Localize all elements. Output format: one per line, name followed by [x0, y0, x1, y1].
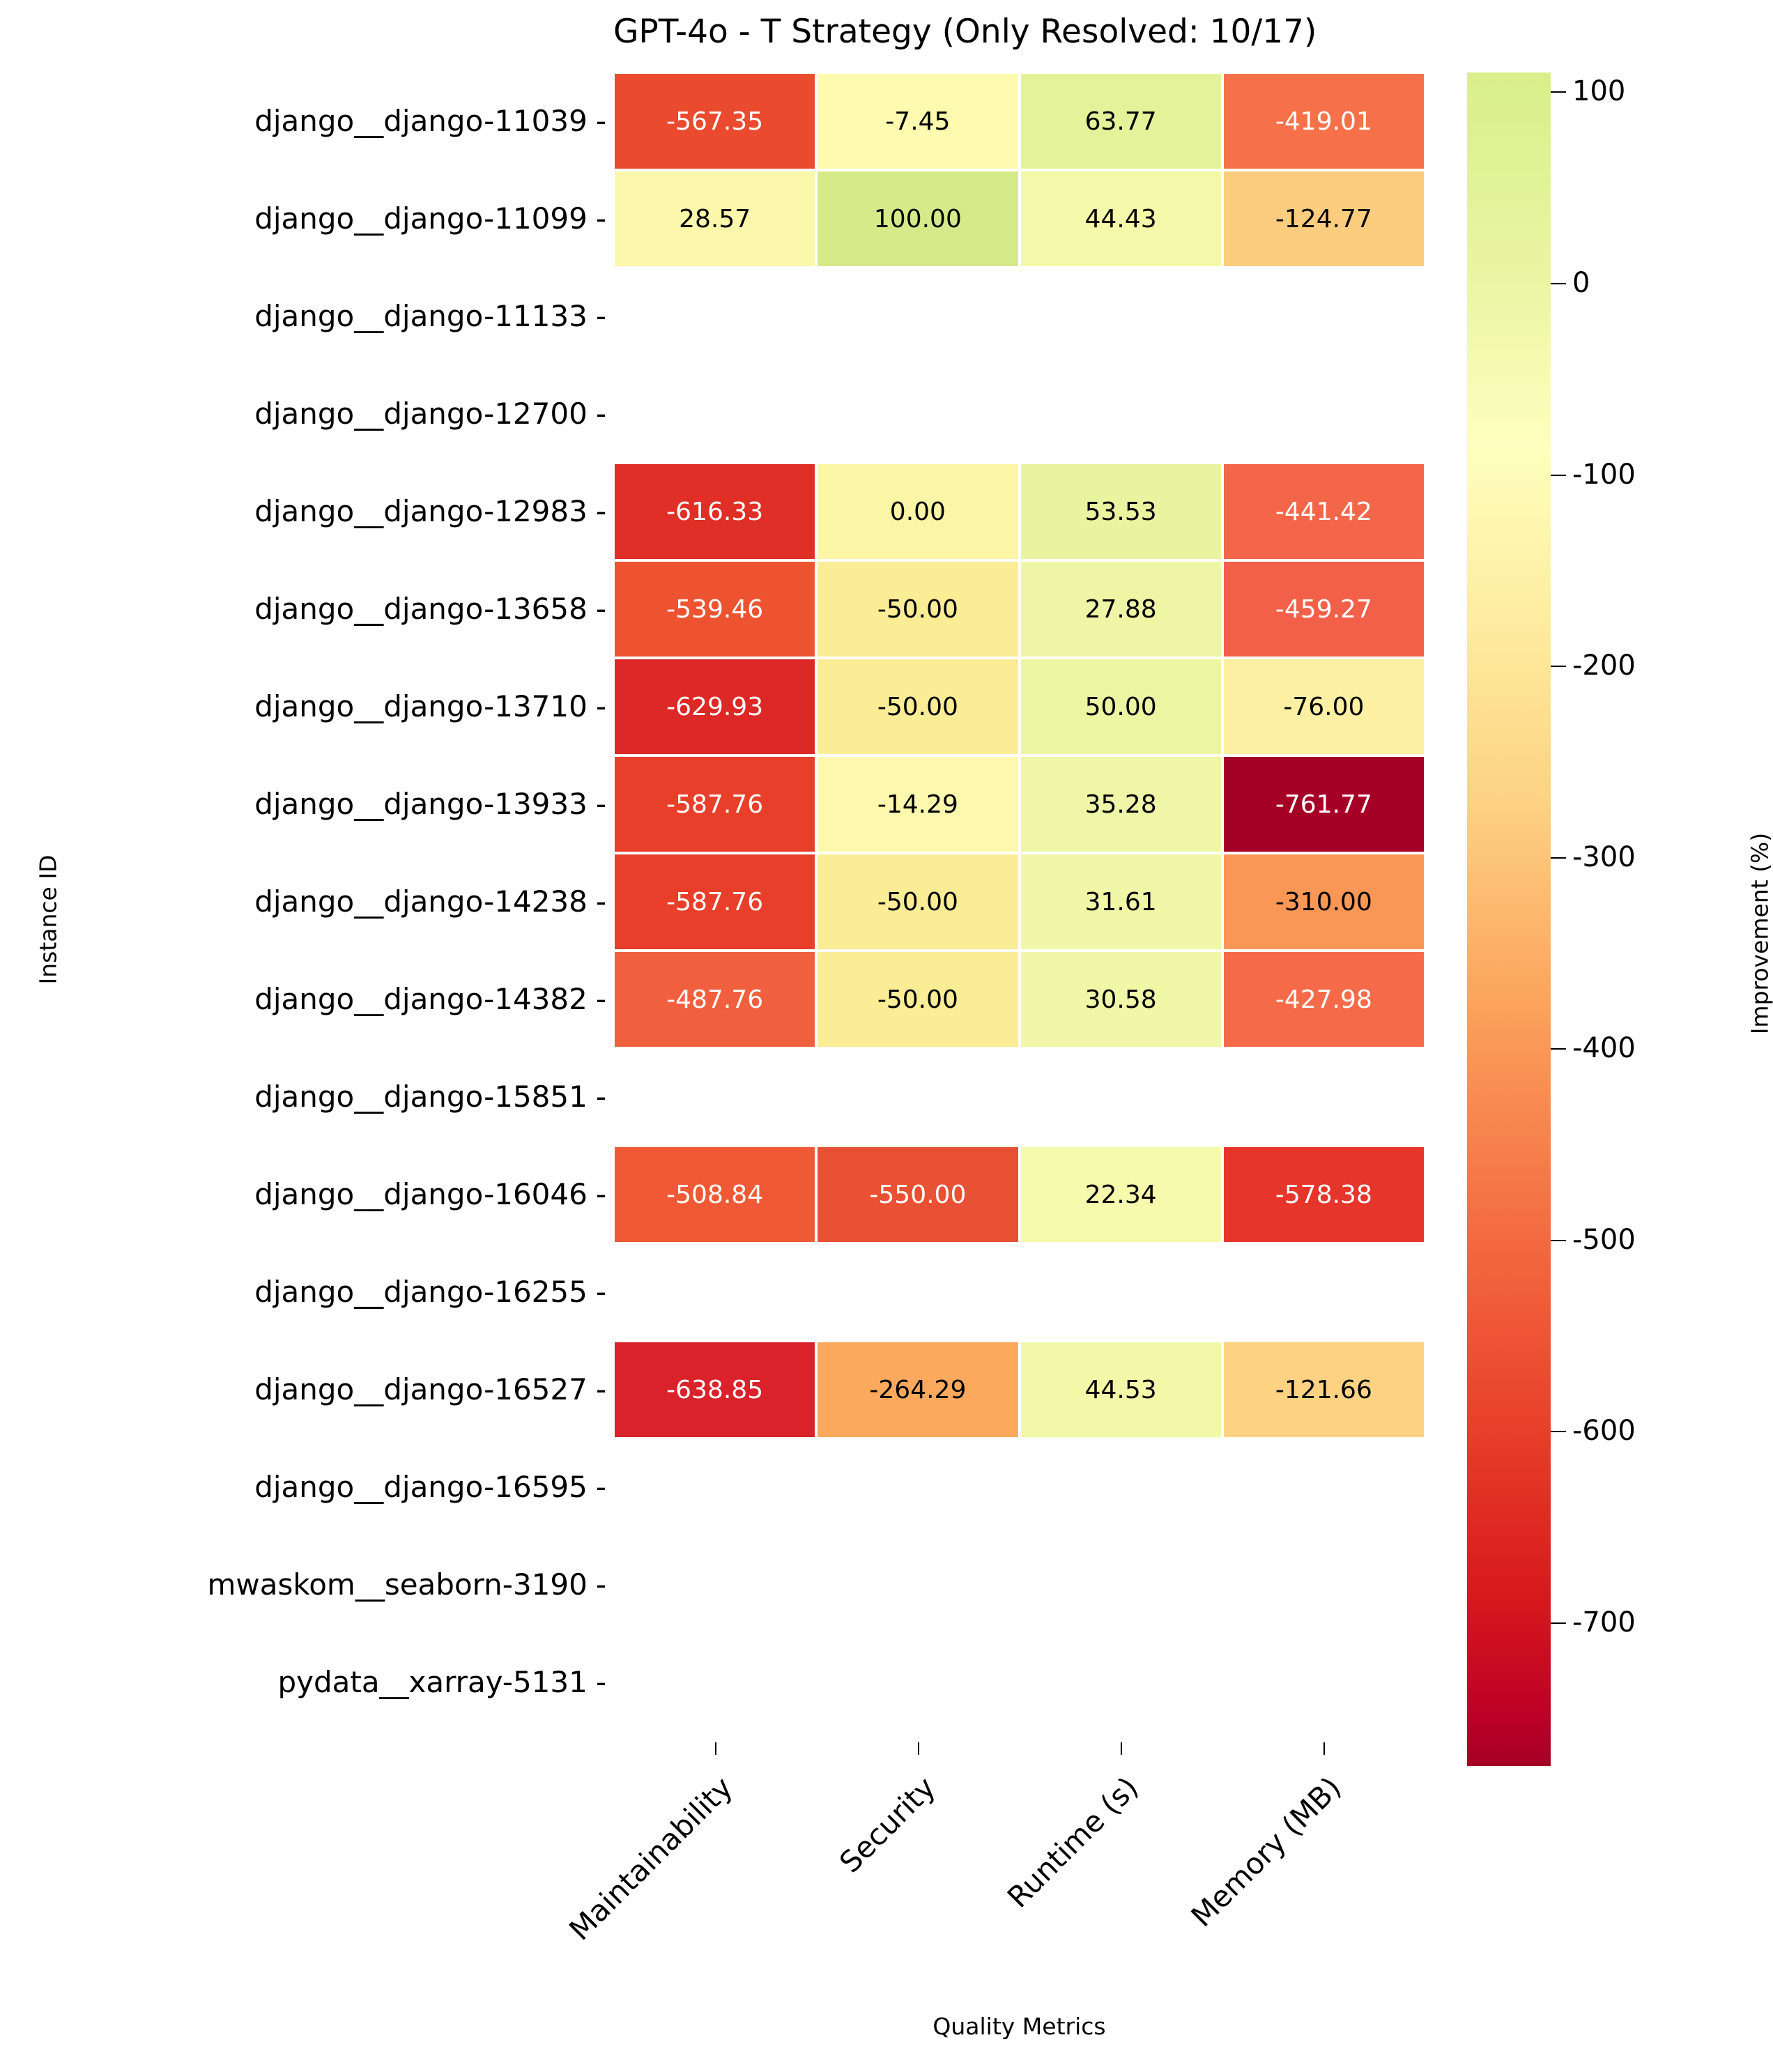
heatmap-cell: 22.34	[1020, 1146, 1222, 1243]
heatmap-cell: -550.00	[816, 1146, 1019, 1243]
heatmap-cell: -459.27	[1222, 560, 1425, 658]
colorbar-tick-label: -500	[1572, 1223, 1636, 1256]
colorbar-tick-label: -300	[1572, 841, 1636, 873]
colorbar-tick-label: -600	[1572, 1415, 1636, 1448]
heatmap-cell: -587.76	[613, 755, 816, 853]
heatmap-cell: -14.29	[816, 755, 1019, 853]
colorbar-tick-mark	[1551, 283, 1566, 284]
y-tick-label: django__django-15851 -	[254, 1080, 606, 1114]
heatmap-cell: 31.61	[1020, 853, 1222, 951]
colorbar-tick-mark	[1551, 1431, 1566, 1432]
heatmap-cell: -578.38	[1222, 1146, 1425, 1243]
heatmap-cell: 28.57	[613, 170, 816, 268]
y-tick-label: django__django-11099 -	[254, 201, 606, 236]
y-tick-label: django__django-12983 -	[254, 494, 606, 528]
heatmap-cell: -427.98	[1222, 951, 1425, 1048]
heatmap-cell: -7.45	[816, 72, 1019, 170]
heatmap-cell: -508.84	[613, 1146, 816, 1243]
colorbar-tick-label: 100	[1572, 75, 1626, 108]
y-tick-label: django__django-11133 -	[254, 299, 606, 333]
x-tick-label: Security	[832, 1770, 942, 1880]
y-tick-label: django__django-13710 -	[254, 689, 606, 723]
y-tick-label: pydata__xarray-5131 -	[277, 1665, 606, 1699]
x-tick-label: Runtime (s)	[1000, 1770, 1145, 1914]
colorbar-tick-mark	[1551, 91, 1566, 93]
y-tick-label: mwaskom__seaborn-3190 -	[207, 1567, 606, 1602]
heatmap-cell: -50.00	[816, 560, 1019, 658]
colorbar-tick-mark	[1551, 475, 1566, 476]
heatmap-cell: -487.76	[613, 951, 816, 1048]
colorbar-tick-mark	[1551, 666, 1566, 667]
heatmap-cell: -638.85	[613, 1341, 816, 1438]
heatmap-cell: 63.77	[1020, 72, 1222, 170]
heatmap-cell: 100.00	[816, 170, 1019, 268]
colorbar-tick-mark	[1551, 1622, 1566, 1624]
heatmap-cell: -310.00	[1222, 853, 1425, 951]
y-tick-label: django__django-16046 -	[254, 1177, 606, 1211]
heatmap-cell: 44.53	[1020, 1341, 1222, 1438]
heatmap-cell: 30.58	[1020, 951, 1222, 1048]
y-tick-label: django__django-12700 -	[254, 397, 606, 431]
heatmap-cell: -539.46	[613, 560, 816, 658]
heatmap-cell: 50.00	[1020, 658, 1222, 755]
heatmap-cell: -124.77	[1222, 170, 1425, 268]
colorbar-tick-mark	[1551, 1240, 1566, 1241]
colorbar-tick-label: -400	[1572, 1032, 1636, 1065]
y-tick-label: django__django-13933 -	[254, 787, 606, 821]
heatmap-cell: 53.53	[1020, 463, 1222, 560]
y-tick-label: django__django-13658 -	[254, 592, 606, 626]
heatmap-cell: -50.00	[816, 658, 1019, 755]
x-tick-label: Maintainability	[562, 1770, 739, 1947]
y-tick-label: django__django-14382 -	[254, 982, 606, 1016]
colorbar-tick-label: 0	[1572, 267, 1590, 300]
y-tick-label: django__django-14238 -	[254, 884, 606, 919]
heatmap-cell: 0.00	[816, 463, 1019, 560]
heatmap-cell: 27.88	[1020, 560, 1222, 658]
page-title: GPT-4o - T Strategy (Only Resolved: 10/17)	[613, 13, 1317, 51]
heatmap-cell: -121.66	[1222, 1341, 1425, 1438]
heatmap-cell: 44.43	[1020, 170, 1222, 268]
x-axis-label: Quality Metrics	[932, 2013, 1106, 2040]
colorbar-tick-mark	[1551, 1048, 1566, 1050]
heatmap-cell: -50.00	[816, 951, 1019, 1048]
heatmap-cell: -419.01	[1222, 72, 1425, 170]
heatmap-cell: -616.33	[613, 463, 816, 560]
heatmap-cell: 35.28	[1020, 755, 1222, 853]
heatmap-cell: -761.77	[1222, 755, 1425, 853]
heatmap-cell: -587.76	[613, 853, 816, 951]
heatmap-cell: -76.00	[1222, 658, 1425, 755]
heatmap-cell: -567.35	[613, 72, 816, 170]
y-tick-label: django__django-11039 -	[254, 104, 606, 138]
heatmap-cell: -50.00	[816, 853, 1019, 951]
colorbar-tick-label: -100	[1572, 458, 1636, 491]
colorbar-label: Improvement (%)	[1746, 832, 1773, 1035]
colorbar-tick-mark	[1551, 857, 1566, 859]
colorbar-tick-label: -700	[1572, 1606, 1636, 1639]
x-tick-label: Memory (MB)	[1184, 1770, 1349, 1934]
heatmap-cell: -441.42	[1222, 463, 1425, 560]
y-tick-label: django__django-16255 -	[254, 1275, 606, 1309]
y-axis-label: Instance ID	[34, 854, 62, 985]
heatmap-cell: -629.93	[613, 658, 816, 755]
y-tick-label: django__django-16527 -	[254, 1372, 606, 1406]
heatmap-cell: -264.29	[816, 1341, 1019, 1438]
y-tick-label: django__django-16595 -	[254, 1470, 606, 1504]
colorbar-tick-label: -200	[1572, 650, 1636, 682]
